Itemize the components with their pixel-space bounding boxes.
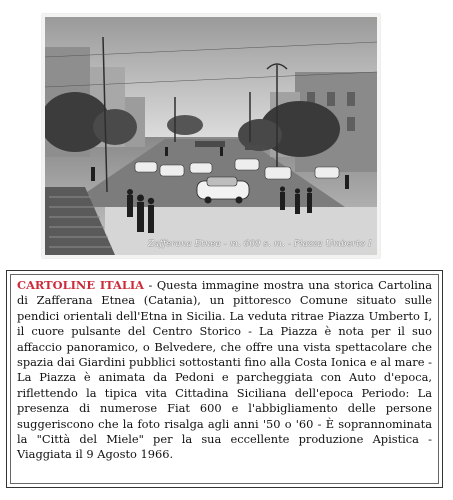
description-text	[17, 278, 432, 463]
description-inner-frame	[10, 274, 439, 484]
postcard-caption: Zafferana Etnea - m. 600 s. m. - Piazza Umberto I	[148, 239, 372, 249]
description-body: - Questa immagine mostra una storica Cartolina di Zafferana Etnea (Catania), un pittoresco Comune situato sulle pendici orientali dell'Etna in Sicilia. La veduta ritrae Piazza Umberto I, il cuore pulsante del Centro Storico - La Piazza è nota per il suo affaccio panoramico, o Belvedere, che offre una vista spettacolare che spazia dai Giardini pubblici sottostanti fino alla Costa Ionica e al mare - La Piazza è animata da Pedoni e parcheggiata con Auto d'epoca, riflettendo la tipica vita Cittadina Siciliana dell'epoca Periodo: La presenza di numerose Fiat 600 e l'abbigliamento delle persone suggeriscono che la foto risalga agli anni '50 o '60 - È soprannominata la "Città del Miele" per la sua eccellente produzione Apistica - Viaggiata il 9 Agosto 1966.	[17, 278, 432, 462]
description-box	[6, 270, 443, 488]
postcard	[42, 14, 380, 258]
brand-label: CARTOLINE ITALIA	[17, 278, 145, 292]
postcard-photo	[45, 17, 377, 255]
street-scene-illustration	[45, 17, 377, 255]
